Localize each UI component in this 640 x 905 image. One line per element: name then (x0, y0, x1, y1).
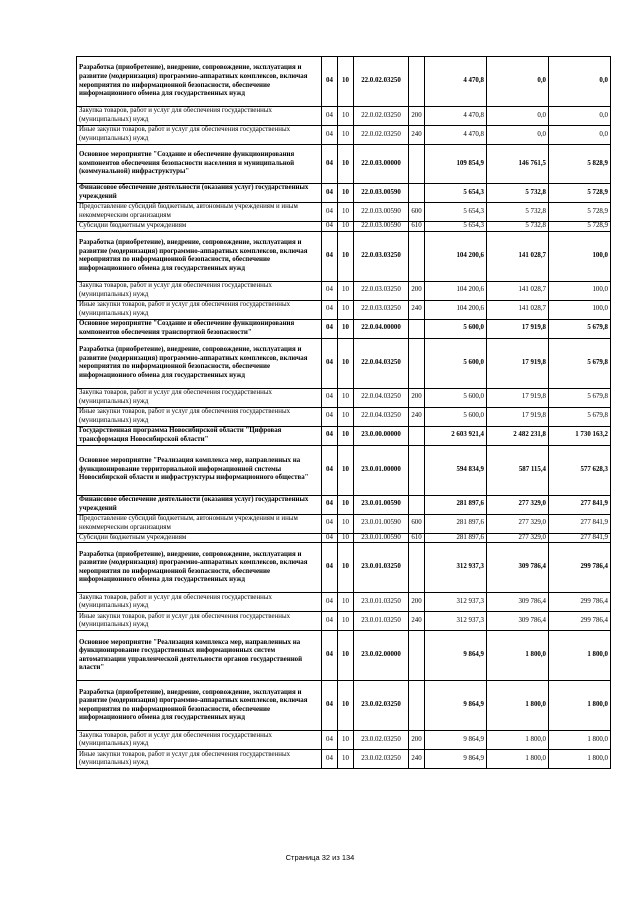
section-code-cell: 04 (322, 514, 338, 533)
subsection-code-cell: 10 (338, 514, 354, 533)
amount-year-1-cell: 2 603 921,4 (425, 426, 487, 445)
amount-year-1-cell: 312 937,3 (425, 593, 487, 612)
amount-year-1-cell: 104 200,6 (425, 231, 487, 281)
row-name-cell: Субсидии бюджетным учреждениям (77, 222, 322, 232)
row-name-cell: Основное мероприятие "Реализация комплекса мер, направленных на функционирование территориальной информационной системы Новосибирской области и инфраструктуры информационного общества" (77, 445, 322, 495)
target-article-cell: 22.0.03.00000 (354, 145, 409, 184)
row-name-cell: Финансовое обеспечение деятельности (оказания услуг) государственных учреждений (77, 495, 322, 514)
amount-year-3-cell: 1 800,0 (549, 631, 611, 681)
table-row (77, 731, 611, 750)
amount-year-2-cell: 5 732,8 (487, 203, 549, 222)
row-name-cell: Предоставление субсидий бюджетным, автономным учреждениям и иным некоммерческим организациям (77, 203, 322, 222)
table-row (77, 231, 611, 281)
section-code-cell: 04 (322, 57, 338, 107)
subsection-code-cell: 10 (338, 319, 354, 338)
row-name-cell: Основное мероприятие "Реализация комплекса мер, направленных на функционирование государственных информационных систем автоматизации управленческой деятельности органов государственной власти" (77, 631, 322, 681)
table-row (77, 426, 611, 445)
amount-year-1-cell: 281 897,6 (425, 514, 487, 533)
expense-type-cell (409, 495, 425, 514)
amount-year-3-cell: 5 679,8 (549, 388, 611, 407)
section-code-cell: 04 (322, 388, 338, 407)
amount-year-2-cell: 5 732,8 (487, 222, 549, 232)
amount-year-2-cell: 141 028,7 (487, 300, 549, 319)
amount-year-3-cell: 5 828,9 (549, 145, 611, 184)
amount-year-2-cell: 17 919,8 (487, 319, 549, 338)
table-row (77, 300, 611, 319)
amount-year-3-cell: 0,0 (549, 57, 611, 107)
row-name-cell: Закупка товаров, работ и услуг для обеспечения государственных (муниципальных) нужд (77, 593, 322, 612)
target-article-cell: 23.0.01.03250 (354, 593, 409, 612)
amount-year-1-cell: 5 654,3 (425, 203, 487, 222)
amount-year-3-cell: 1 800,0 (549, 681, 611, 731)
expense-type-cell (409, 543, 425, 593)
amount-year-3-cell: 5 679,8 (549, 338, 611, 388)
row-name-cell: Основное мероприятие "Создание и обеспечение функционирования компонентов обеспечения транспортной безопасности" (77, 319, 322, 338)
amount-year-1-cell: 281 897,6 (425, 533, 487, 543)
amount-year-2-cell: 17 919,8 (487, 338, 549, 388)
amount-year-3-cell: 5 679,8 (549, 319, 611, 338)
row-name-cell: Разработка (приобретение), внедрение, сопровождение, эксплуатация и развитие (модернизация) программно-аппаратных комплексов, включая мероприятия по информационной безопасности, обеспечение информационного обмена для государственных нужд (77, 338, 322, 388)
section-code-cell: 04 (322, 222, 338, 232)
amount-year-1-cell: 5 600,0 (425, 338, 487, 388)
document-page (76, 56, 610, 769)
section-code-cell: 04 (322, 612, 338, 631)
table-row (77, 57, 611, 107)
section-code-cell: 04 (322, 338, 338, 388)
target-article-cell: 22.0.03.03250 (354, 300, 409, 319)
table-row (77, 631, 611, 681)
subsection-code-cell: 10 (338, 731, 354, 750)
amount-year-3-cell: 1 730 163,2 (549, 426, 611, 445)
expense-type-cell (409, 231, 425, 281)
table-row (77, 338, 611, 388)
expense-type-cell (409, 631, 425, 681)
section-code-cell: 04 (322, 145, 338, 184)
target-article-cell: 23.0.01.00590 (354, 514, 409, 533)
amount-year-1-cell: 9 864,9 (425, 631, 487, 681)
expense-type-cell (409, 681, 425, 731)
subsection-code-cell: 10 (338, 107, 354, 126)
amount-year-1-cell: 109 854,9 (425, 145, 487, 184)
amount-year-3-cell: 100,0 (549, 231, 611, 281)
amount-year-3-cell: 277 841,9 (549, 514, 611, 533)
target-article-cell: 23.0.02.03250 (354, 731, 409, 750)
table-row (77, 222, 611, 232)
row-name-cell: Иные закупки товаров, работ и услуг для обеспечения государственных (муниципальных) нужд (77, 300, 322, 319)
target-article-cell: 23.0.01.00590 (354, 533, 409, 543)
section-code-cell: 04 (322, 593, 338, 612)
amount-year-2-cell: 277 329,0 (487, 533, 549, 543)
table-row (77, 319, 611, 338)
table-row (77, 514, 611, 533)
table-row (77, 533, 611, 543)
section-code-cell: 04 (322, 319, 338, 338)
amount-year-3-cell: 5 679,8 (549, 407, 611, 426)
amount-year-2-cell: 0,0 (487, 126, 549, 145)
row-name-cell: Закупка товаров, работ и услуг для обеспечения государственных (муниципальных) нужд (77, 107, 322, 126)
amount-year-1-cell: 104 200,6 (425, 300, 487, 319)
table-row (77, 107, 611, 126)
amount-year-2-cell: 587 115,4 (487, 445, 549, 495)
section-code-cell: 04 (322, 126, 338, 145)
amount-year-2-cell: 277 329,0 (487, 495, 549, 514)
row-name-cell: Разработка (приобретение), внедрение, сопровождение, эксплуатация и развитие (модернизация) программно-аппаратных комплексов, включая мероприятия по информационной безопасности, обеспечение информационного обмена для государственных нужд (77, 231, 322, 281)
target-article-cell: 22.0.02.03250 (354, 57, 409, 107)
amount-year-3-cell: 1 800,0 (549, 731, 611, 750)
row-name-cell: Иные закупки товаров, работ и услуг для обеспечения государственных (муниципальных) нужд (77, 612, 322, 631)
amount-year-1-cell: 5 654,3 (425, 222, 487, 232)
expense-type-cell (409, 145, 425, 184)
amount-year-3-cell: 277 841,9 (549, 533, 611, 543)
amount-year-2-cell: 1 800,0 (487, 731, 549, 750)
row-name-cell: Закупка товаров, работ и услуг для обеспечения государственных (муниципальных) нужд (77, 731, 322, 750)
row-name-cell: Государственная программа Новосибирской области "Цифровая трансформация Новосибирской области" (77, 426, 322, 445)
expense-type-cell: 240 (409, 300, 425, 319)
subsection-code-cell: 10 (338, 222, 354, 232)
target-article-cell: 22.0.03.00590 (354, 203, 409, 222)
amount-year-1-cell: 5 600,0 (425, 388, 487, 407)
amount-year-3-cell: 100,0 (549, 281, 611, 300)
expense-type-cell: 200 (409, 388, 425, 407)
table-row (77, 543, 611, 593)
expense-type-cell: 200 (409, 281, 425, 300)
target-article-cell: 22.0.04.03250 (354, 388, 409, 407)
amount-year-2-cell: 141 028,7 (487, 281, 549, 300)
amount-year-2-cell: 309 786,4 (487, 593, 549, 612)
target-article-cell: 22.0.04.03250 (354, 407, 409, 426)
subsection-code-cell: 10 (338, 407, 354, 426)
amount-year-1-cell: 312 937,3 (425, 612, 487, 631)
target-article-cell: 23.0.00.00000 (354, 426, 409, 445)
target-article-cell: 22.0.04.03250 (354, 338, 409, 388)
amount-year-1-cell: 104 200,6 (425, 281, 487, 300)
amount-year-3-cell: 299 786,4 (549, 593, 611, 612)
section-code-cell: 04 (322, 107, 338, 126)
amount-year-3-cell: 5 728,9 (549, 184, 611, 203)
subsection-code-cell: 10 (338, 281, 354, 300)
target-article-cell: 22.0.03.03250 (354, 281, 409, 300)
expense-type-cell: 240 (409, 612, 425, 631)
amount-year-2-cell: 309 786,4 (487, 612, 549, 631)
section-code-cell: 04 (322, 231, 338, 281)
subsection-code-cell: 10 (338, 126, 354, 145)
expense-type-cell: 200 (409, 593, 425, 612)
target-article-cell: 22.0.03.03250 (354, 231, 409, 281)
amount-year-2-cell: 0,0 (487, 107, 549, 126)
amount-year-1-cell: 281 897,6 (425, 495, 487, 514)
table-row (77, 281, 611, 300)
subsection-code-cell: 10 (338, 533, 354, 543)
expense-type-cell (409, 445, 425, 495)
target-article-cell: 23.0.01.00000 (354, 445, 409, 495)
section-code-cell: 04 (322, 681, 338, 731)
table-row (77, 495, 611, 514)
target-article-cell: 23.0.02.00000 (354, 631, 409, 681)
amount-year-3-cell: 0,0 (549, 126, 611, 145)
expense-type-cell (409, 338, 425, 388)
expense-type-cell: 240 (409, 126, 425, 145)
amount-year-1-cell: 312 937,3 (425, 543, 487, 593)
target-article-cell: 22.0.04.00000 (354, 319, 409, 338)
expense-type-cell (409, 426, 425, 445)
section-code-cell: 04 (322, 445, 338, 495)
section-code-cell: 04 (322, 731, 338, 750)
table-row (77, 593, 611, 612)
amount-year-3-cell: 577 628,3 (549, 445, 611, 495)
expense-type-cell (409, 319, 425, 338)
row-name-cell: Предоставление субсидий бюджетным, автономным учреждениям и иным некоммерческим организациям (77, 514, 322, 533)
amount-year-2-cell: 1 800,0 (487, 750, 549, 769)
amount-year-1-cell: 5 654,3 (425, 184, 487, 203)
table-row (77, 203, 611, 222)
subsection-code-cell: 10 (338, 543, 354, 593)
row-name-cell: Финансовое обеспечение деятельности (оказания услуг) государственных учреждений (77, 184, 322, 203)
amount-year-2-cell: 146 761,5 (487, 145, 549, 184)
amount-year-3-cell: 299 786,4 (549, 612, 611, 631)
row-name-cell: Иные закупки товаров, работ и услуг для обеспечения государственных (муниципальных) нужд (77, 750, 322, 769)
budget-table-body (77, 57, 611, 769)
expense-type-cell: 600 (409, 514, 425, 533)
target-article-cell: 23.0.01.03250 (354, 543, 409, 593)
subsection-code-cell: 10 (338, 145, 354, 184)
amount-year-2-cell: 2 482 231,8 (487, 426, 549, 445)
amount-year-2-cell: 5 732,8 (487, 184, 549, 203)
expense-type-cell: 610 (409, 533, 425, 543)
section-code-cell: 04 (322, 495, 338, 514)
row-name-cell: Закупка товаров, работ и услуг для обеспечения государственных (муниципальных) нужд (77, 388, 322, 407)
table-row (77, 681, 611, 731)
section-code-cell: 04 (322, 543, 338, 593)
target-article-cell: 23.0.01.03250 (354, 612, 409, 631)
subsection-code-cell: 10 (338, 631, 354, 681)
expense-type-cell (409, 184, 425, 203)
amount-year-3-cell: 100,0 (549, 300, 611, 319)
expense-type-cell: 240 (409, 750, 425, 769)
subsection-code-cell: 10 (338, 338, 354, 388)
amount-year-3-cell: 277 841,9 (549, 495, 611, 514)
target-article-cell: 22.0.03.00590 (354, 184, 409, 203)
amount-year-1-cell: 9 864,9 (425, 731, 487, 750)
section-code-cell: 04 (322, 184, 338, 203)
target-article-cell: 22.0.02.03250 (354, 126, 409, 145)
expense-type-cell: 240 (409, 407, 425, 426)
section-code-cell: 04 (322, 281, 338, 300)
subsection-code-cell: 10 (338, 495, 354, 514)
amount-year-2-cell: 0,0 (487, 57, 549, 107)
section-code-cell: 04 (322, 203, 338, 222)
table-row (77, 145, 611, 184)
amount-year-1-cell: 9 864,9 (425, 750, 487, 769)
subsection-code-cell: 10 (338, 184, 354, 203)
section-code-cell: 04 (322, 426, 338, 445)
amount-year-3-cell: 5 728,9 (549, 203, 611, 222)
section-code-cell: 04 (322, 750, 338, 769)
section-code-cell: 04 (322, 407, 338, 426)
expense-type-cell (409, 57, 425, 107)
amount-year-1-cell: 5 600,0 (425, 407, 487, 426)
subsection-code-cell: 10 (338, 445, 354, 495)
row-name-cell: Закупка товаров, работ и услуг для обеспечения государственных (муниципальных) нужд (77, 281, 322, 300)
subsection-code-cell: 10 (338, 388, 354, 407)
row-name-cell: Разработка (приобретение), внедрение, сопровождение, эксплуатация и развитие (модернизация) программно-аппаратных комплексов, включая мероприятия по информационной безопасности, обеспечение информационного обмена для государственных нужд (77, 543, 322, 593)
amount-year-1-cell: 9 864,9 (425, 681, 487, 731)
row-name-cell: Субсидии бюджетным учреждениям (77, 533, 322, 543)
amount-year-3-cell: 5 728,9 (549, 222, 611, 232)
amount-year-2-cell: 141 028,7 (487, 231, 549, 281)
subsection-code-cell: 10 (338, 231, 354, 281)
subsection-code-cell: 10 (338, 750, 354, 769)
subsection-code-cell: 10 (338, 300, 354, 319)
expense-type-cell: 200 (409, 107, 425, 126)
amount-year-2-cell: 17 919,8 (487, 407, 549, 426)
table-row (77, 184, 611, 203)
target-article-cell: 23.0.02.03250 (354, 750, 409, 769)
page-number: Страница 32 из 134 (285, 853, 355, 862)
amount-year-1-cell: 4 470,8 (425, 126, 487, 145)
amount-year-2-cell: 17 919,8 (487, 388, 549, 407)
row-name-cell: Основное мероприятие "Создание и обеспечение функционирования компонентов обеспечения безопасности населения и муниципальной (коммунальной) инфраструктуры" (77, 145, 322, 184)
amount-year-2-cell: 309 786,4 (487, 543, 549, 593)
amount-year-3-cell: 1 800,0 (549, 750, 611, 769)
amount-year-1-cell: 594 834,9 (425, 445, 487, 495)
table-row (77, 388, 611, 407)
subsection-code-cell: 10 (338, 681, 354, 731)
row-name-cell: Иные закупки товаров, работ и услуг для обеспечения государственных (муниципальных) нужд (77, 126, 322, 145)
amount-year-1-cell: 4 470,8 (425, 57, 487, 107)
table-row (77, 407, 611, 426)
section-code-cell: 04 (322, 631, 338, 681)
subsection-code-cell: 10 (338, 426, 354, 445)
amount-year-1-cell: 4 470,8 (425, 107, 487, 126)
subsection-code-cell: 10 (338, 203, 354, 222)
row-name-cell: Разработка (приобретение), внедрение, сопровождение, эксплуатация и развитие (модернизация) программно-аппаратных комплексов, включая мероприятия по информационной безопасности, обеспечение информационного обмена для государственных нужд (77, 681, 322, 731)
expense-type-cell: 200 (409, 731, 425, 750)
table-row (77, 750, 611, 769)
target-article-cell: 23.0.01.00590 (354, 495, 409, 514)
table-row (77, 612, 611, 631)
expense-type-cell: 610 (409, 222, 425, 232)
table-row (77, 445, 611, 495)
amount-year-2-cell: 1 800,0 (487, 681, 549, 731)
row-name-cell: Разработка (приобретение), внедрение, сопровождение, эксплуатация и развитие (модернизация) программно-аппаратных комплексов, включая мероприятия по информационной безопасности, обеспечение информационного обмена для государственных нужд (77, 57, 322, 107)
amount-year-2-cell: 277 329,0 (487, 514, 549, 533)
target-article-cell: 23.0.02.03250 (354, 681, 409, 731)
section-code-cell: 04 (322, 533, 338, 543)
target-article-cell: 22.0.03.00590 (354, 222, 409, 232)
amount-year-3-cell: 0,0 (549, 107, 611, 126)
subsection-code-cell: 10 (338, 612, 354, 631)
table-row (77, 126, 611, 145)
amount-year-3-cell: 299 786,4 (549, 543, 611, 593)
amount-year-1-cell: 5 600,0 (425, 319, 487, 338)
row-name-cell: Иные закупки товаров, работ и услуг для обеспечения государственных (муниципальных) нужд (77, 407, 322, 426)
subsection-code-cell: 10 (338, 593, 354, 612)
target-article-cell: 22.0.02.03250 (354, 107, 409, 126)
subsection-code-cell: 10 (338, 57, 354, 107)
section-code-cell: 04 (322, 300, 338, 319)
amount-year-2-cell: 1 800,0 (487, 631, 549, 681)
expense-type-cell: 600 (409, 203, 425, 222)
budget-table (76, 56, 611, 769)
